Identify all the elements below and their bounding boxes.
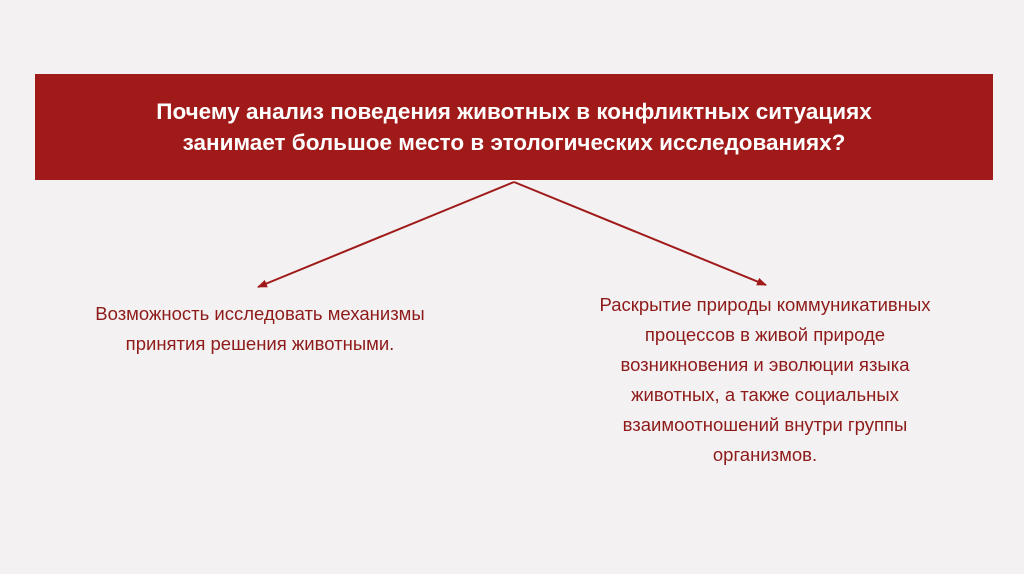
arrow-left (258, 182, 514, 287)
branch-right-text: Раскрытие природы коммуникативных процессов в живой природе возникновения и эволюции языка животных, а также социальных взаимоотношений внутри группы организмов. (599, 294, 931, 465)
question-title: Почему анализ поведения животных в конфликтных ситуациях занимает большое место в этологических исследованиях? (156, 99, 872, 155)
branch-left-text: Возможность исследовать механизмы принятия решения животными. (95, 303, 425, 354)
arrow-right (514, 182, 766, 285)
